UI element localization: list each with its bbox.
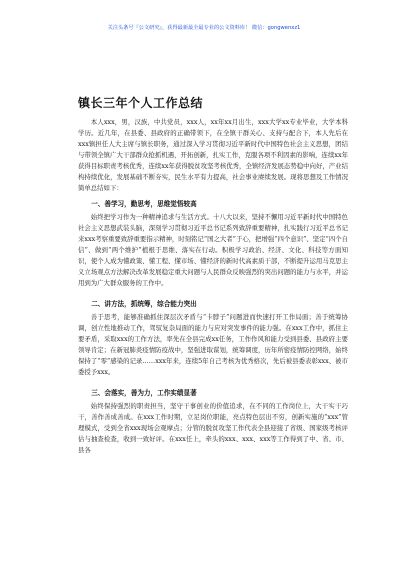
intro-paragraph: 本人xxx，男，汉族，中共党员，xxx人，xx年xx月出生，xxx大学xx专业毕业，大学本科学历。近几年，在县委、县政府的正确带领下，在全镇干群关心、支持与配合下，本人先后在xxx镇担任人大主席与镇长职务，通过深入学习贯彻习近平新时代中国特色社会主义思想，团结与带领全镇广大干部群众抢抓机遇，开拓创新，扎实工作，克服各项不利因素的影响，连续xx年获得目标职责考核优秀，连续xx年获得脱贫攻坚考核优秀，全镇经济发展态势稳中向好，产业结构持续优化，发展基础不断夯实，民生水平有力提高，社会事业赓续发展。现将思想及工作情况简单总结如下： xyxy=(78,118,348,192)
section-paragraph: 始终把学习作为一种精神追求与生活方式。十八大以来，坚持不懈用习近平新时代中国特色社会主义思想武装头脑，深刻学习贯彻习近平总书记系列致辞重要精神，扎实践行习近平总书记来xxx考察重要致辞重要指示精神，时刻铭记“国之大者”于心，把增强“四个意识”、坚定“四个自信”、做到“两个维护”植根于思维、落实在行动。积极学习政治、经济、文化、科技等方面知识，使个人成为懂政策、懂工程、懂市场、懂经济的新时代高素质干部，不断提升运用马克思主义立场观点方法解决改革发展稳定重大问题与人民群众反映强烈的突出问题的能力与水平，并运用到为广大群众服务的工作中。 xyxy=(78,213,348,287)
document-title: 镇长三年个人工作总结 xyxy=(78,96,204,110)
document-body xyxy=(78,117,348,456)
promo-banner[interactable]: 关注头条号『公文研究』，获得最新最全最专业的公文资料库！ 微信：gongwenxz1 xyxy=(107,25,301,31)
section-heading: 一、善学习，勤思考，思维觉悟较高 xyxy=(91,200,197,208)
section-paragraph: 善于思考，能够准确抓住深层次矛盾与“卡脖子”问题进而快速打开工作局面；善于统筹协调，创立性地推动工作，驾驭复杂局面的能力与应对突发事件的能力强。在xxx工作中，抓住主要矛盾，采取xxx的工作方法，率先在全县完成xx任务，工作作风和能力受到县委、县政府主要领导肯定；在新冠肺炎疫情防疫战中，坚强进取谋划，统筹调度，历年所密疫情防控网络，始终保持了“零”感染的记录……xxx年来，连续5年自己考核为优秀格次，先后被县委表彰xxx、被市委授予xxx。 xyxy=(78,313,348,376)
section-heading: 三、会落实，善为力，工作实绩显著 xyxy=(91,389,197,397)
section-paragraph: 始终保持强烈的职责担当，坚守干事创业的价值追求，在不同的工作岗位上，大干实干巧干，善作善成善成。在xxx工作时期，立足岗位职能，亮点特色层出不穷，创新实施的“xxx”管理模式，受到全省xxx现场会观摩点；分管的脱贫攻坚工作代表全县迎接了省级、国家级考核评估与抽查检查，收到一致好评。在xxx任上，牵头的xxx、xxx、xxx等工作得到了中、省、市、县各 xyxy=(78,402,348,454)
section-heading: 二、讲方法，抓统筹，综合能力突出 xyxy=(91,300,197,308)
